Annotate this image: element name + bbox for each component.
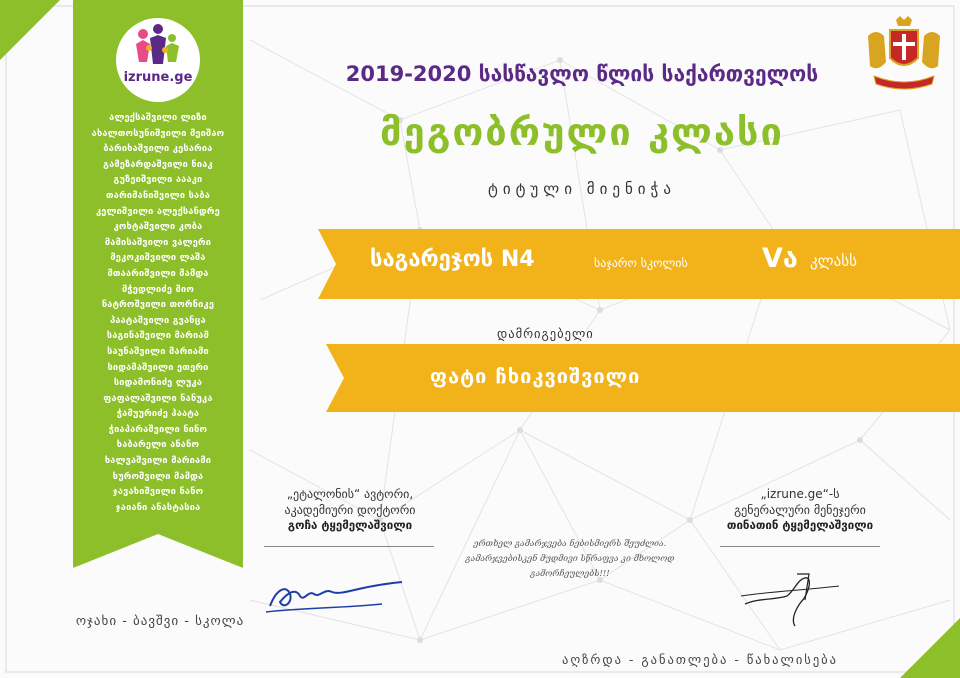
list-item: კელიშვილი ალექსანდრე [96, 205, 220, 217]
list-item: ნატროშვილი თორნიკე [101, 299, 215, 311]
left-signatory-name: გოჩა ტყემელაშვილი [287, 518, 413, 532]
left-title-line-2: აკადემიური დოქტორი [284, 503, 416, 517]
list-item: ხუროშვილი მამდა [112, 470, 204, 482]
list-item: ხალვაშვილი მარიამი [104, 455, 212, 467]
list-item: ჭიაპარაშვილი ნინო [108, 423, 208, 435]
teacher-name: ფატი ჩხიკვიშვილი [430, 364, 641, 388]
list-item: გამეზარდაშვილი ნიაკ [103, 158, 213, 170]
right-handwritten-signature [735, 560, 845, 630]
motto: ოჯახი - ბავშვი - სკოლა [75, 614, 245, 629]
subtitle: ტიტული მიენიჭა [488, 180, 676, 198]
school-type: საჯარო სკოლის [594, 256, 688, 270]
right-title-line-1: „izrune.ge“-ს [760, 487, 840, 501]
list-item: კოხტაშვილი კობა [113, 221, 203, 233]
list-item: თარიმანიშვილი საბა [106, 189, 210, 201]
logo-badge [116, 18, 200, 102]
logo-text: izrune.ge [123, 70, 193, 85]
list-item: მთაარიშვილი მამდა [107, 267, 209, 279]
right-signatory-title [710, 486, 890, 518]
list-item: მეკოკიშვილი ლაშა [110, 252, 206, 264]
banner-tail [73, 520, 243, 568]
list-item: ბარიხაშვილი კესარია [103, 143, 213, 155]
right-title-line-2: გენერალური მენეჯერი [734, 503, 866, 517]
list-item: სიდამონიძე ლუკა [113, 377, 203, 389]
note-line-1: ერთხელ გამარჯვება ნებისმიერს შეუძლია. [473, 539, 667, 549]
main-title: მეგობრული კლასი [380, 110, 784, 154]
list-item: საგინაშვილი მარიამ [106, 330, 210, 342]
class-word: კლასს [810, 252, 857, 270]
coat-of-arms-icon [860, 14, 948, 94]
year-title: 2019-2020 სასწავლო წლის საქართველოს [345, 62, 819, 86]
bottom-slogan: აღზრდა - განათლება - წახალისება [561, 652, 838, 667]
list-item: მჭედლიძე მიო [121, 283, 195, 295]
list-item: ხაბარელი ანანო [116, 439, 200, 451]
list-item: სიდამაშვილი ეთერი [107, 361, 209, 373]
teacher-ribbon [326, 344, 960, 412]
list-item: ჯავახიშვილი ნანო [112, 486, 204, 498]
right-signature-line [720, 546, 880, 547]
note-line-2: გამარჯვებისკენ მუდმივი სწრაფვა კი მხოლოდ გამორჩეულებს!!! [465, 554, 675, 579]
corner-accent-top-left [0, 0, 60, 60]
list-item: პაატაშვილი გვანცა [110, 314, 206, 326]
list-item: ალექსაშვილი ლიზი [109, 112, 207, 123]
right-signatory-name: თინათინ ტყემელაშვილი [726, 518, 874, 532]
list-item: მამისაშვილი ვალერი [104, 236, 212, 248]
list-item: ჯაიანი ანასტასია [115, 501, 201, 513]
left-signature-line [264, 546, 434, 547]
list-item: საუნაშვილი მარიამი [107, 345, 209, 357]
left-handwritten-signature [262, 572, 412, 616]
class-number: Vა [762, 243, 798, 274]
left-title-line-1: „ეტალონის“ ავტორი, [286, 487, 414, 501]
school-name: საგარეჯოს N4 [370, 247, 535, 272]
list-item: ჭამუურიძე პაატა [116, 408, 200, 420]
list-item: ფაფალაშვილი ნანუკა [103, 392, 213, 404]
family-logo-icon [116, 18, 200, 78]
left-signatory-title [250, 486, 450, 518]
motivational-note [440, 537, 700, 582]
list-item: გუზეიშვილი აააკი [113, 174, 203, 186]
teacher-label: დამრიგებელი [497, 326, 594, 341]
corner-accent-bottom-right [880, 618, 960, 678]
list-item: ახალთოსუნიშვილი მეიშაო [91, 127, 225, 139]
student-names-list [80, 110, 236, 515]
